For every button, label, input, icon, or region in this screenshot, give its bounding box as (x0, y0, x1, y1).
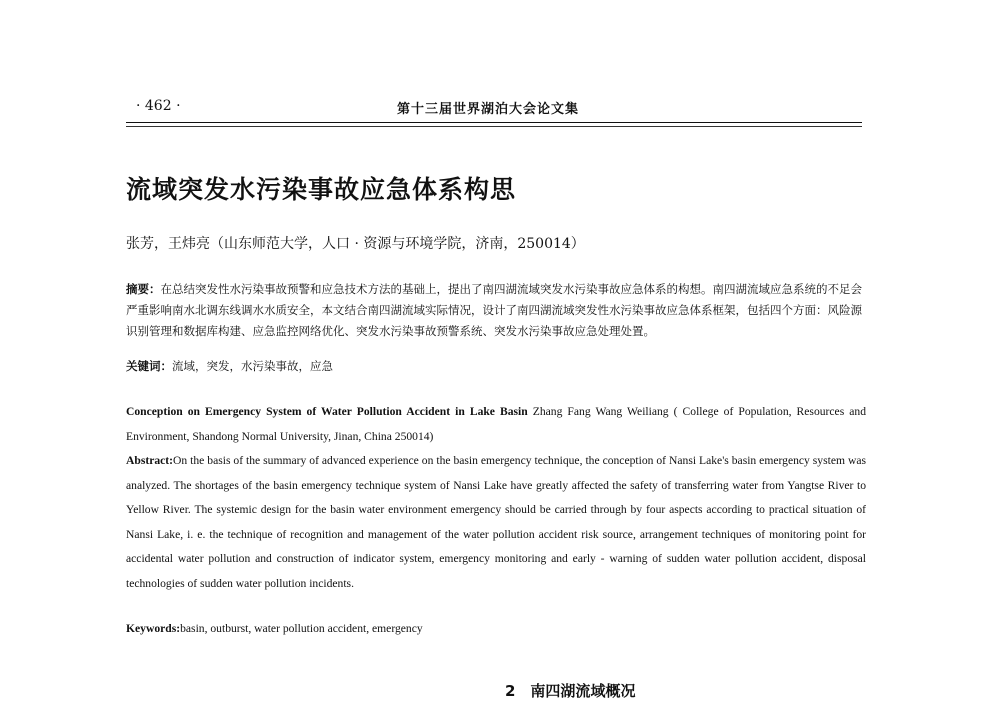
header-rule-thick (126, 122, 862, 123)
en-keywords-label: Keywords: (126, 622, 181, 635)
cn-keywords-text: 流域，突发，水污染事故，应急 (172, 359, 333, 373)
english-title: Conception on Emergency System of Water Pollution Accident in Lake Basin (126, 405, 528, 418)
en-keywords-text: basin, outburst, water pollution accident, emergency (180, 622, 423, 635)
author-line: 张芳，王炜亮（山东师范大学，人口 · 资源与环境学院，济南，250014） (126, 236, 585, 252)
page-number: · 462 · (136, 98, 181, 114)
chinese-abstract (126, 279, 866, 342)
english-abstract-block (126, 400, 866, 596)
running-title: 第十三届世界湖泊大会论文集 (397, 102, 580, 117)
article-title: 流域突发水污染事故应急体系构思 (126, 175, 517, 204)
next-section-heading: 2 南四湖流域概况 (505, 682, 636, 700)
en-abstract-text: On the basis of the summary of advanced experience on the basin emergency technique, the conception of Nansi Lake's basin emergency system was analyzed. The shortages of the basin emergency technique system of Nansi Lake have greatly affected the safety of transferring water from Yangtse River to Yellow River. The systemic design for the basin water environment emergency should be carried through by four aspects according to practical situation of Nansi Lake, i. e. the technique of recognition and management of the water pollution accident risk source, arrangement techniques of monitoring point for accidental water pollution and construction of indicator system, emergency monitoring and early - warning of sudden water pollution accident, disposal technologies of sudden water pollution incidents. (126, 454, 866, 590)
cn-keywords-label: 关键词： (126, 359, 172, 373)
english-keywords (126, 622, 423, 635)
cn-abstract-label: 摘要： (126, 282, 161, 296)
page-header (126, 96, 862, 120)
en-abstract-label: Abstract: (126, 454, 174, 467)
cn-abstract-text: 在总结突发性水污染事故预警和应急技术方法的基础上，提出了南四湖流域突发水污染事故应急体系的构想。南四湖流域应急系统的不足会严重影响南水北调东线调水水质安全，本文结合南四湖流域实际情况，设计了南四湖流域突发性水污染事故应急体系框架，包括四个方面：风险源识别管理和数据库构建、应急监控网络优化、突发水污染事故预警系统、突发水污染事故应急处理处置。 (126, 282, 862, 338)
header-rule-thin (126, 126, 862, 127)
chinese-keywords (126, 358, 333, 374)
english-authors: Zhang Fang Wang Weiliang ( College of Population, Resources and Environment, Shandong Normal University, Jinan, China 250014) (126, 405, 866, 443)
